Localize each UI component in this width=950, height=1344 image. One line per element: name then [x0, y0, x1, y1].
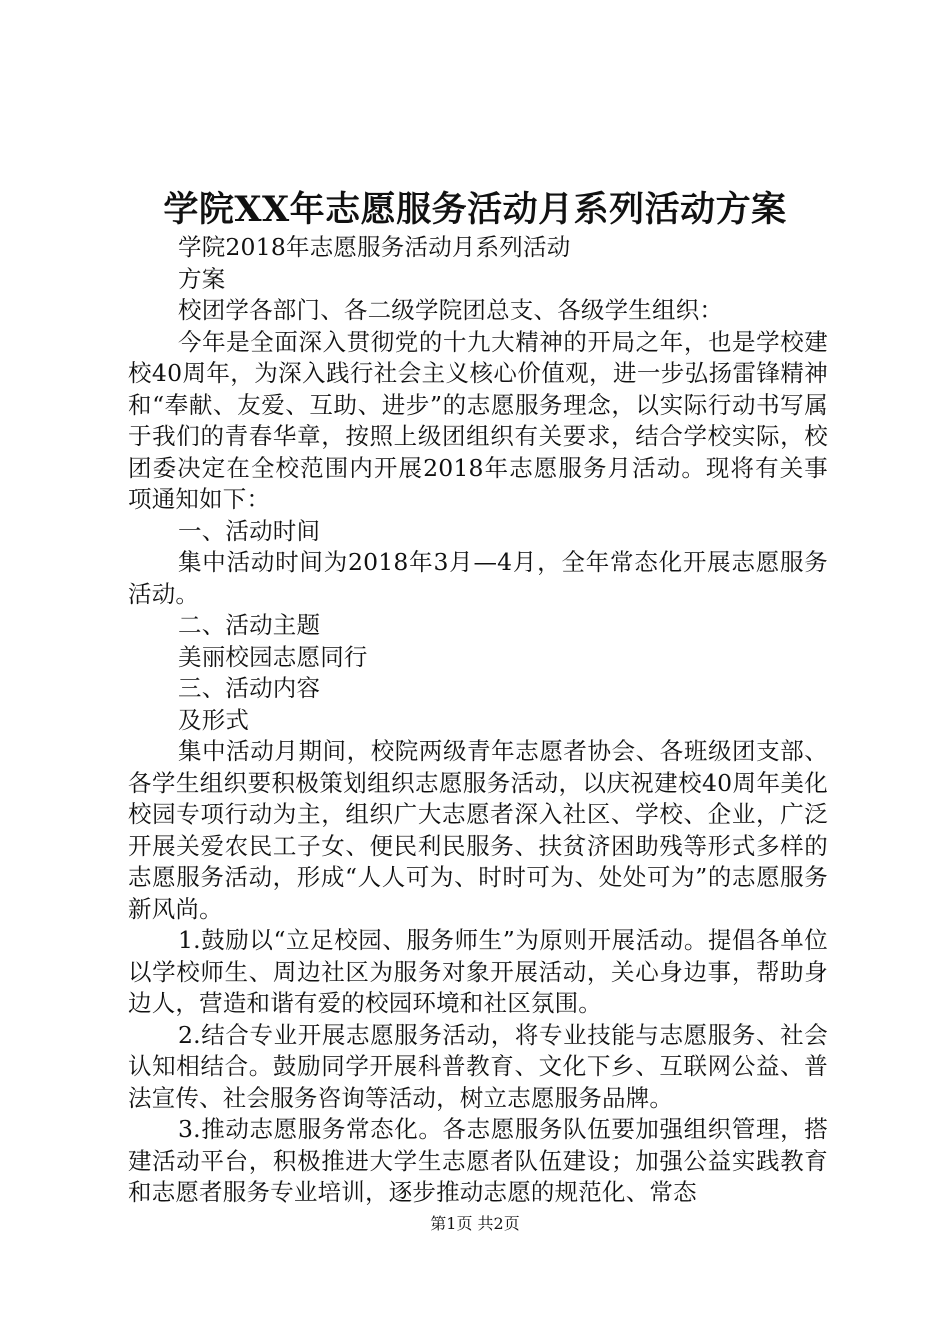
section-heading-theme: 二、活动主题	[178, 611, 321, 639]
item-2-paragraph: 2.结合专业开展志愿服务活动，将专业技能与志愿服务、社会认知相结合。鼓励同学开展科普教育、文化下乡、互联网公益、普法宣传、社会服务咨询等活动，树立志愿服务品牌。	[128, 1020, 828, 1112]
theme-paragraph: 美丽校园志愿同行	[178, 642, 368, 671]
section-heading-content: 三、活动内容	[178, 674, 321, 702]
salutation: 校团学各部门、各二级学院团总支、各级学生组织：	[178, 296, 724, 324]
subtitle-line-2: 方案	[178, 264, 226, 293]
document-title: 学院XX年志愿服务活动月系列活动方案	[163, 189, 787, 230]
item-1-paragraph: 1.鼓励以“立足校园、服务师生”为原则开展活动。提倡各单位以学校师生、周边社区为服务对象开展活动，关心身边事，帮助身边人，营造和谐有爱的校园环境和社区氛围。	[128, 926, 828, 1017]
section-heading-time: 一、活动时间	[178, 516, 321, 545]
subtitle-line-1: 学院2018年志愿服务活动月系列活动	[178, 233, 571, 261]
intro-paragraph: 今年是全面深入贯彻党的十九大精神的开局之年，也是学校建校40周年，为深入践行社会主义核心价值观，进一步弘扬雷锋精神和“奉献、友爱、互助、进步”的志愿服务理念，以实际行动书写属于我们的青春华章，按照上级团组织有关要求，结合学校实际，校团委决定在全校范围内开展2018年志愿服务月活动。现将有关事项通知如下：	[128, 327, 828, 513]
content-paragraph: 集中活动月期间，校院两级青年志愿者协会、各班级团支部、各学生组织要积极策划组织志愿服务活动，以庆祝建校40周年美化校园专项行动为主，组织广大志愿者深入社区、学校、企业，广泛开展关爱农民工子女、便民利民服务、扶贫济困助残等形式多样的志愿服务活动，形成“人人可为、时时可为、处处可为”的志愿服务新风尚。	[128, 737, 828, 923]
document-body	[128, 232, 828, 1209]
time-paragraph: 集中活动时间为2018年3月—4月，全年常态化开展志愿服务活动。	[128, 548, 828, 608]
page-number: 第1页 共2页	[430, 1214, 520, 1233]
section-heading-content-cont: 及形式	[178, 705, 250, 734]
item-3-paragraph: 3.推动志愿服务常态化。各志愿服务队伍要加强组织管理，搭建活动平台，积极推进大学生志愿者队伍建设；加强公益实践教育和志愿者服务专业培训，逐步推动志愿的规范化、常态	[128, 1115, 828, 1206]
